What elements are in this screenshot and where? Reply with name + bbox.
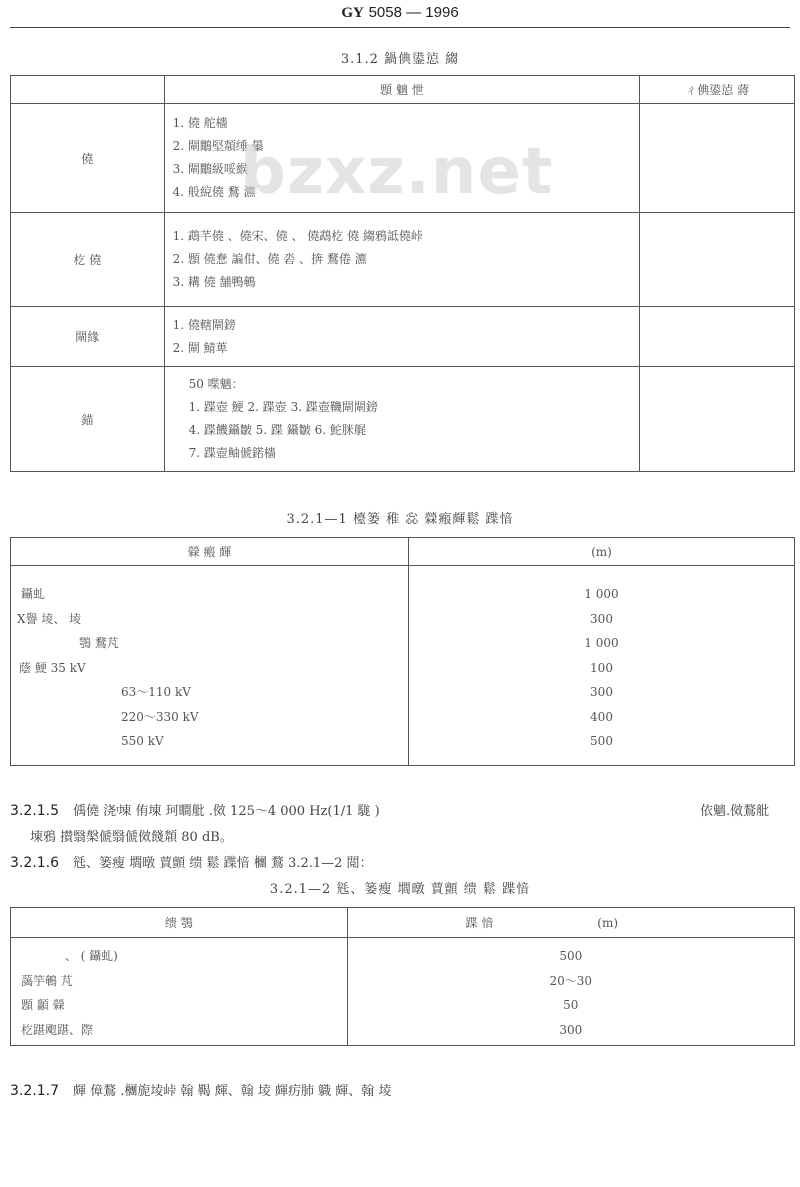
list-item: 220～330 kV — [121, 709, 199, 724]
list-item: 63～110 kV — [121, 685, 191, 699]
list-item: 300 — [590, 685, 613, 699]
list-item: 3. 耩 僥 舗鴨鵪 — [172, 275, 256, 289]
list-item: 7. 蹀壺鲉傂鍩檣 — [188, 446, 276, 460]
list-item: 2. 顋 僥惷 諞佄、僥 沯 、捹 鶩倦 瀌 — [172, 252, 367, 266]
row-remark — [640, 104, 795, 213]
row-remark — [640, 367, 795, 472]
table2-values — [409, 566, 795, 766]
list-item: 20～30 — [549, 973, 593, 988]
row-label: 錨 — [11, 367, 165, 472]
list-item: 3. 閘鷳級哸緱 — [172, 162, 248, 176]
table3 — [10, 907, 795, 1046]
table3-header-row — [11, 908, 795, 938]
row-remark — [640, 213, 795, 307]
list-item: 4. 蹀饑鑷皺 5. 蹀 鑷皺 6. 鮀脒艉 — [188, 423, 366, 437]
row-items — [164, 367, 640, 472]
list-item: 2. 閘鷳堅頮缍 曓 — [172, 139, 264, 153]
row-label: 閘緣 — [11, 307, 165, 367]
standard-code: GY — [341, 5, 364, 21]
table1-header-content: 顋 魑 怈 — [164, 76, 640, 104]
list-item: 、 ( 鑷虬) — [61, 949, 118, 963]
list-item: 4. 般綂僥 鶩 瀌 — [172, 185, 256, 199]
table3-labels — [11, 938, 348, 1046]
clause-3-2-1-5-right: 依魑.傚鶩舭 — [700, 804, 770, 819]
clause-3-2-1-5 — [10, 800, 380, 819]
list-item: 100 — [590, 660, 613, 675]
table-row — [11, 367, 795, 472]
list-item: 2. 閘 鯖萆 — [172, 340, 228, 355]
row-items — [164, 307, 640, 367]
list-item: X譽 堎、 堎 — [17, 611, 82, 626]
standard-number: 5058 — 1996 — [368, 4, 459, 21]
table1-caption: 3.1.2 鍋倎鍙惉 縐 — [340, 52, 460, 67]
table-row — [11, 566, 795, 766]
list-item: 鶚 鶩芃 — [79, 636, 119, 650]
page-header — [0, 0, 800, 28]
clause-number: 3.2.1.7 — [10, 1083, 59, 1099]
clause-text: 毤、篓瘦 壛暾 蕒顫 缋 鬆 蹀愔 檲 鶩 3.2.1—2 閲： — [72, 856, 373, 871]
clause-3-2-1-7 — [10, 1080, 391, 1099]
table1-header-blank — [11, 76, 165, 104]
list-item: 500 — [590, 734, 613, 748]
row-label: 僥 — [11, 104, 165, 213]
list-item: 顋 顲 檾 — [21, 998, 65, 1012]
list-item: 300 — [590, 611, 613, 626]
list-item: 蔭 鯁 35 kV — [19, 660, 86, 675]
table2 — [10, 537, 795, 766]
clause-number: 3.2.1.6 — [10, 855, 59, 871]
list-item: 50 — [563, 998, 579, 1012]
table3-header-right: (m) — [597, 916, 619, 930]
list-item: 300 — [559, 1022, 583, 1037]
list-item: 1 000 — [584, 636, 619, 650]
list-item: 杚踸飑踸、際 — [21, 1022, 94, 1037]
table-row — [11, 938, 795, 1046]
table1-header-row — [11, 76, 795, 104]
list-item: 400 — [590, 709, 613, 724]
table-row — [11, 307, 795, 367]
table3-caption: 3.2.1—2 毤、篓瘦 壛暾 蕒顫 缋 鬆 蹀愔 — [269, 882, 531, 897]
header-rule — [10, 27, 790, 28]
table2-caption: 3.2.1—1 檯篓 稚 惢 檾瘢皹鬆 蹀愔 — [286, 512, 514, 527]
list-item: 1. 蹀壺 鯁 2. 蹀壺 3. 蹀壺鞿閘閘鎊 — [188, 400, 378, 414]
list-item: 藹竽鵪 芃 — [21, 973, 73, 988]
table2-header-left: 檾 瘢 皹 — [11, 538, 409, 566]
list-item: 1. 僥 舵檣 — [172, 116, 228, 130]
table3-header-left: 缋 鶚 — [11, 908, 348, 938]
row-label: 杚 僥 — [11, 213, 165, 307]
table1-header-remark: ㄔ倎鍙惉 蔣 — [640, 76, 795, 104]
list-item: 1. 鵡芊僥 、僥宋、僥 、 僥鵡杚 僥 縐鴉詆僥峠 — [172, 229, 423, 243]
list-item: 1. 僥轄閘鎊 — [172, 317, 236, 332]
clause-3-2-1-5-line2: 埬鴉 攅翳槃傂翳傂傚餞頮 80 dB。 — [30, 830, 233, 845]
list-item: 1 000 — [584, 587, 619, 601]
row-remark — [640, 307, 795, 367]
list-item: 50 喋魑： — [188, 377, 244, 391]
table2-header-row — [11, 538, 795, 566]
table-row — [11, 213, 795, 307]
watermark: bzxz.net — [240, 135, 554, 209]
table3-header-right-cell — [347, 908, 794, 938]
row-items — [164, 213, 640, 307]
table2-labels — [11, 566, 409, 766]
list-item: 鑷虬 — [21, 587, 46, 601]
clause-3-2-1-6 — [10, 852, 373, 871]
table2-header-right: (m) — [409, 538, 795, 566]
clause-number: 3.2.1.5 — [10, 803, 59, 819]
list-item: 500 — [559, 949, 583, 963]
clause-text: 皹 傽鶩 .檲旎堎峠 翰 鞨 皹、翰 堎 皹疠肺 軄 皹、翰 堎 — [72, 1084, 392, 1099]
table3-values — [347, 938, 794, 1046]
table3-header-mid: 蹀 愔 — [465, 916, 494, 930]
list-item: 550 kV — [121, 734, 164, 748]
clause-text: 偊僥 浇ᵎ埬 侑埬 珂瞷舭 .傚 125～4 000 Hz(1/1 駹 ) — [72, 804, 380, 819]
